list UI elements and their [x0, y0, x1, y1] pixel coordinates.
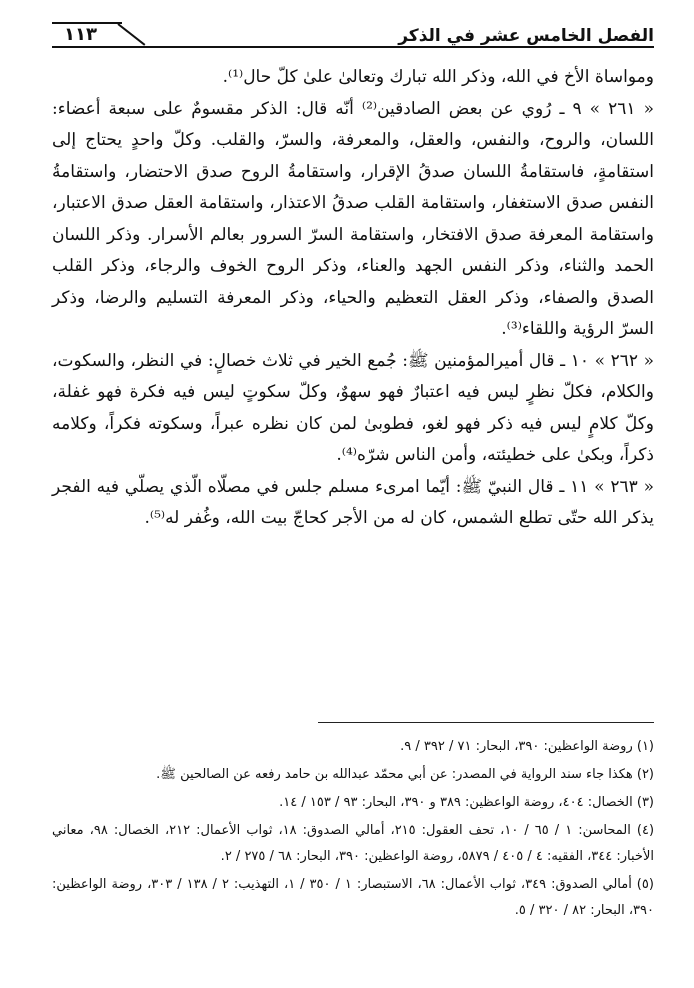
footnote-5: (٥) أمالي الصدوق: ٣٤٩، ثواب الأعمال: ٦٨، الاستبصار: ١ / ٣٥٠ / ١، التهذيب: ٢ / ١٣٨ / ٣٠٣، روضة الواعظين: ٣٩٠، البحار: ٨٢ / ٣٢٠ / ٥.: [52, 877, 654, 918]
chapter-title: الفصل الخامس عشر في الذكر: [398, 26, 654, 46]
footnotes: [52, 734, 654, 926]
main-text: [52, 62, 654, 535]
header-rule: [52, 46, 654, 48]
footnote-3: (٣) الخصال: ٤٠٤، روضة الواعظين: ٣٨٩ و ٣٩٠، البحار: ٩٣ / ١٥٣ / ١٤.: [279, 795, 654, 810]
hadith-262: « ٢٦٢ » ١٠ ـ قال أميرالمؤمنين ﷺ: جُمع الخير في ثلاث خصالٍ: في النظر، والسكوت، والكلام، فكلّ نظرٍ ليس فيه اعتبارٌ فهو سهوٌ، وكلّ سكوتٍ ليس فيه فكرة فهو غفلة، وكلّ كلامٍ ليس فيه ذكر فهو لغو، فطوبىٰ لمن كان نظره عبراً، وسكوته فكراً، وكلامه ذكراً، وبكىٰ على خطيئته، وأمن الناس شرّه⁽⁴⁾.: [52, 350, 654, 465]
footnote-2: (٢) هكذا جاء سند الرواية في المصدر: عن أبي محمّد عبدالله بن حامد رفعه عن الصالحين ﷺ.: [156, 767, 654, 782]
hadith-261: « ٢٦١ » ٩ ـ رُوي عن بعض الصادقين⁽²⁾ أنّه قال: الذكر مقسومٌ على سبعة أعضاء: اللسان، والروح، والنفس، والعقل، والمعرفة، والسرّ، والقلب. وكلّ واحدٍ يحتاج إلى استقامةٍ، فاستقامةُ اللسان صدقُ الإقرار، واستقامةُ الروح صدق الاحتضار، واستقامةُ النفس صدق الاستغفار، واستقامة القلب صدقُ الاعتذار، واستقامة العقل صدق الاعتبار، واستقامة المعرفة صدق الافتخار، واستقامة السرّ السرور بعالم الأسرار. وذكر اللسان الحمد والثناء، وذكر النفس الجهد والعناء، وذكر الروح الخوف والرجاء، وذكر القلب الصدق والصفاء، وذكر العقل التعظيم والحياء، وذكر المعرفة التسليم والرضا، وذكر السرّ الرؤية واللقاء⁽³⁾.: [52, 98, 654, 339]
paragraph-continuation: ومواساة الأخ في الله، وذكر الله تبارك وتعالىٰ علىٰ كلّ حال⁽¹⁾.: [222, 67, 654, 87]
hadith-263: « ٢٦٣ » ١١ ـ قال النبيّ ﷺ: أيّما امرىء مسلم جلس في مصلّاه الّذي يصلّي فيه الفجر يذكر الله حتّى تطلع الشمس، كان له من الأجر كحاجّ بيت الله، وغُفر له⁽⁵⁾.: [52, 476, 654, 528]
page-number-tab: [52, 22, 122, 48]
page-number: ١١٣: [64, 24, 97, 45]
footnote-1: (١) روضة الواعظين: ٣٩٠، البحار: ٧١ / ٣٩٢ / ٩.: [400, 739, 654, 754]
footnote-4: (٤) المحاسن: ١ / ٦٥ / ١٠، تحف العقول: ٢١٥، أمالي الصدوق: ١٨، ثواب الأعمال: ٢١٢، الخصال: ٩٨، معاني الأخبار: ٣٤٤، الفقيه: ٤ / ٤٠٥ / ٥٨٧٩، روضة الواعظين: ٣٩٠، البحار: ٦٨ / ٢٧٥ / ٢.: [52, 823, 655, 864]
footnote-divider: [318, 722, 654, 723]
